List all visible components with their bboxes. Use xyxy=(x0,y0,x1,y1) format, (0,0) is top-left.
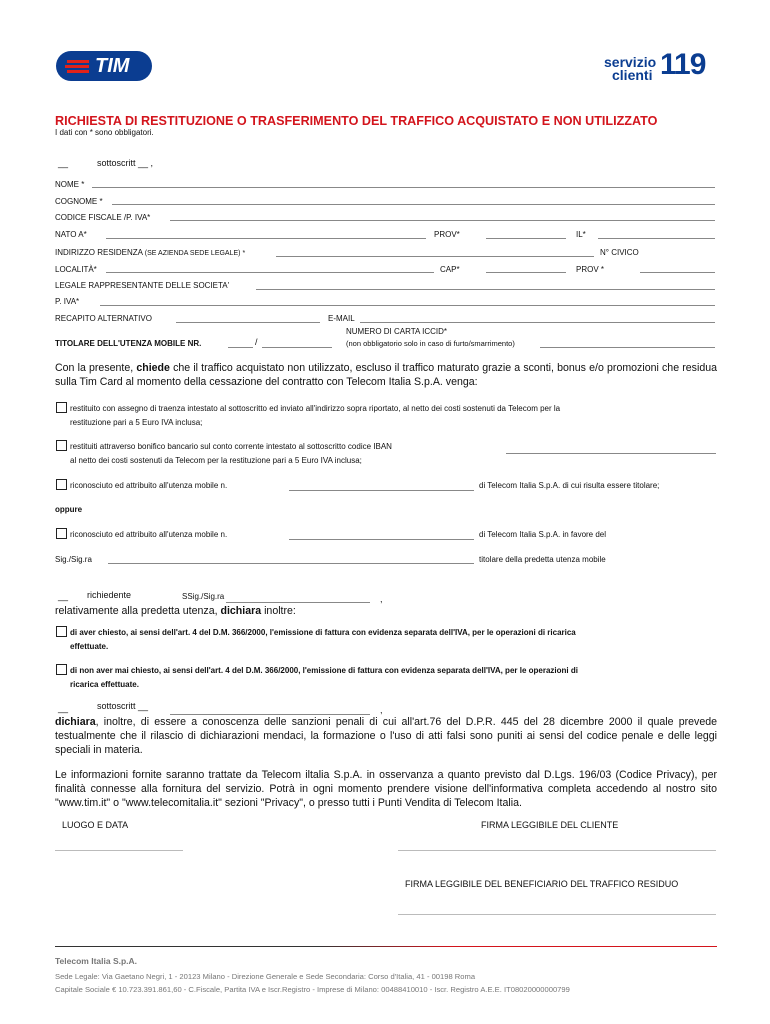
firma-beneficiario-label: FIRMA LEGGIBILE DEL BENEFICIARIO DEL TRAFFICO RESIDUO xyxy=(405,879,679,889)
option1-line1: restituito con assegno di traenza intestato al sottoscritto ed inviato all'indirizzo sopra riportato, al netto dei costi sostenuti da Telecom per la xyxy=(70,404,561,413)
firma-cliente-label: FIRMA LEGGIBILE DEL CLIENTE xyxy=(481,820,619,830)
iva-b-line1: di non aver mai chiesto, ai sensi dell'art. 4 del D.M. 366/2000, l'emissione di fattura con evidenza separata dell'IVA, per le operazioni di xyxy=(70,666,578,675)
iccid-field[interactable] xyxy=(540,347,715,348)
nato-a-field[interactable] xyxy=(106,238,426,239)
titolare-label: TITOLARE DELL'UTENZA MOBILE NR. xyxy=(55,339,202,348)
undersigned-prefix: __ xyxy=(58,158,69,168)
prov2-field[interactable] xyxy=(640,272,715,273)
email-field[interactable] xyxy=(360,322,715,323)
service-line2: clienti xyxy=(612,67,653,83)
codice-fiscale-field[interactable] xyxy=(170,220,715,221)
il-field[interactable] xyxy=(598,238,715,239)
option3-number-field[interactable] xyxy=(289,490,474,491)
richiedente-prefix: __ xyxy=(58,591,69,601)
option2-line1: restituiti attraverso bonifico bancario sul conto corrente intestato al sottoscritto codice IBAN xyxy=(70,442,392,451)
cognome-label: COGNOME * xyxy=(55,197,103,206)
piva-label: P. IVA* xyxy=(55,297,80,306)
relativamente-line xyxy=(55,605,296,617)
titolare-prefix-field[interactable] xyxy=(228,347,253,348)
footer-divider xyxy=(55,946,717,947)
iban-field[interactable] xyxy=(506,453,716,454)
iva-a-checkbox[interactable] xyxy=(56,626,67,637)
firma-beneficiario-field[interactable] xyxy=(398,914,716,915)
option1-checkbox[interactable] xyxy=(56,402,67,413)
prov-label: PROV* xyxy=(434,230,460,239)
luogo-field[interactable] xyxy=(55,850,183,851)
titolare-slash: / xyxy=(255,337,258,347)
piva-field[interactable] xyxy=(100,305,715,306)
recapito-label: RECAPITO ALTERNATIVO xyxy=(55,314,152,323)
sig-field[interactable] xyxy=(108,563,474,564)
iva-a-line1: di aver chiesto, ai sensi dell'art. 4 del D.M. 366/2000, l'emissione di fattura con evidenza separata dell'IVA, per le operazioni di ricarica xyxy=(70,628,576,637)
iva-a-line2: effettuate. xyxy=(70,642,109,651)
titolare-number-field[interactable] xyxy=(262,347,332,348)
indirizzo-note: (SE AZIENDA SEDE LEGALE) * xyxy=(144,250,246,257)
oppure-label: oppure xyxy=(55,505,83,514)
nome-field[interactable] xyxy=(92,187,715,188)
localita-label: LOCALITÀ* xyxy=(55,265,97,274)
relativamente-post: inoltre: xyxy=(261,605,296,617)
relativamente-pre: relativamente alla predetta utenza, xyxy=(55,605,221,617)
sig-right: titolare della predetta utenza mobile xyxy=(479,555,606,564)
richiedente-field[interactable] xyxy=(226,602,370,603)
sig-label: Sig./Sig.ra xyxy=(55,555,92,564)
iccid-note: (non obbligatorio solo in caso di furto/smarrimento) xyxy=(346,339,515,348)
chiede-post: che il traffico acquistato non utilizzato, escluso il traffico maturato grazie a sconti, bonus e/o promozioni che residua sulla Tim Card al momento della cessazione del contratto con Telecom Italia S.p.A. venga: xyxy=(55,362,717,388)
service-line1: servizio xyxy=(604,54,657,70)
localita-field[interactable] xyxy=(106,272,434,273)
prov-field[interactable] xyxy=(486,238,566,239)
footer-company: Telecom Italia S.p.A. xyxy=(55,956,138,966)
email-label: E-MAIL xyxy=(328,314,355,323)
iccid-label: NUMERO DI CARTA ICCID* xyxy=(346,327,448,336)
dichiara-label: sottoscritt __ xyxy=(97,701,149,711)
option4-right: di Telecom Italia S.p.A. in favore del xyxy=(479,530,607,539)
footer-line1: Sede Legale: Via Gaetano Negri, 1 - 20123 Milano - Direzione Generale e Sede Secondaria: Corso d'Italia, 41 - 00198 Roma xyxy=(55,972,476,981)
option3-checkbox[interactable] xyxy=(56,479,67,490)
firma-cliente-field[interactable] xyxy=(398,850,716,851)
civico-label: N° CIVICO xyxy=(600,248,639,257)
privacy-paragraph: Le informazioni fornite saranno trattate da Telecom iltalia S.p.A. in osservanza a quanto previsto dal D.Lgs. 196/03 (Codice Privacy), per finalità connesse alla fornitura del servizio. Potrà in ogni momento prendere visione dell'informativa completa accedendo al nostro sito "www.tim.it" o "www.telecomitalia.it" sezioni "Privacy", o presso tutti i Punti Vendita di Telecom Italia. xyxy=(55,769,717,809)
option2-checkbox[interactable] xyxy=(56,440,67,451)
tim-logo xyxy=(55,50,153,82)
indirizzo-label xyxy=(55,248,245,257)
relativamente-word: dichiara xyxy=(220,605,262,617)
dichiara-prefix: __ xyxy=(58,703,69,713)
option1-line2: restituzione pari a 5 Euro IVA inclusa; xyxy=(70,418,203,427)
undersigned-label: sottoscritt __ , xyxy=(97,158,154,168)
option3-left: riconosciuto ed attribuito all'utenza mobile n. xyxy=(70,481,228,490)
luogo-label: LUOGO E DATA xyxy=(62,820,129,830)
richiedente-ssig: SSig./Sig.ra xyxy=(182,592,225,601)
chiede-paragraph xyxy=(55,361,717,389)
indirizzo-label-text: INDIRIZZO RESIDENZA xyxy=(55,248,143,257)
tim-logo-text: TIM xyxy=(95,55,130,77)
recapito-field[interactable] xyxy=(176,322,320,323)
dichiara-word: dichiara xyxy=(55,716,96,728)
option2-line2: al netto dei costi sostenuti da Telecom per la restituzione pari a 5 Euro IVA inclusa; xyxy=(70,456,362,465)
option4-number-field[interactable] xyxy=(289,539,474,540)
iva-b-line2: ricarica effettuate. xyxy=(70,680,139,689)
iva-b-checkbox[interactable] xyxy=(56,664,67,675)
option4-checkbox[interactable] xyxy=(56,528,67,539)
required-note: I dati con * sono obbligatori. xyxy=(55,128,154,137)
prov2-label: PROV * xyxy=(576,265,605,274)
option3-right: di Telecom Italia S.p.A. di cui risulta essere titolare; xyxy=(479,481,660,490)
service-number: 119 xyxy=(660,48,706,81)
footer-line2: Capitale Sociale € 10.723.391.861,60 - C.Fiscale, Partita IVA e Iscr.Registro - Imprese di Milano: 00488410010 - Iscr. Registro A.E.E. IT08020000000799 xyxy=(55,985,570,994)
cognome-field[interactable] xyxy=(112,204,715,205)
dichiara-comma: , xyxy=(380,705,383,715)
richiedente-comma: , xyxy=(380,594,383,604)
richiedente-label: richiedente xyxy=(87,590,132,600)
dichiara-text: , inoltre, di essere a conoscenza delle sanzioni penali di cui all'art.76 del D.P.R. 445 del 28 dicembre 2000 il quale prevede testualmente che il rilascio di dichiarazioni mendaci, la formazione o l'uso di atti falsi sono puniti ai sensi del codice penale e delle leggi speciali in materia. xyxy=(55,716,717,756)
codice-fiscale-label: CODICE FISCALE /P. IVA* xyxy=(55,213,151,222)
cap-label: CAP* xyxy=(440,265,460,274)
dichiara-paragraph xyxy=(55,715,717,757)
il-label: IL* xyxy=(576,230,586,239)
chiede-word: chiede xyxy=(136,362,170,374)
cap-field[interactable] xyxy=(486,272,566,273)
legale-label: LEGALE RAPPRESENTANTE DELLE SOCIETA' xyxy=(55,281,230,290)
chiede-pre: Con la presente, xyxy=(55,362,137,374)
legale-field[interactable] xyxy=(256,289,715,290)
page-title: RICHIESTA DI RESTITUZIONE O TRASFERIMENTO DEL TRAFFICO ACQUISTATO E NON UTILIZZATO xyxy=(55,114,658,128)
option4-left: riconosciuto ed attribuito all'utenza mobile n. xyxy=(70,530,228,539)
indirizzo-field[interactable] xyxy=(276,256,594,257)
nato-a-label: NATO A* xyxy=(55,230,87,239)
nome-label: NOME * xyxy=(55,180,85,189)
